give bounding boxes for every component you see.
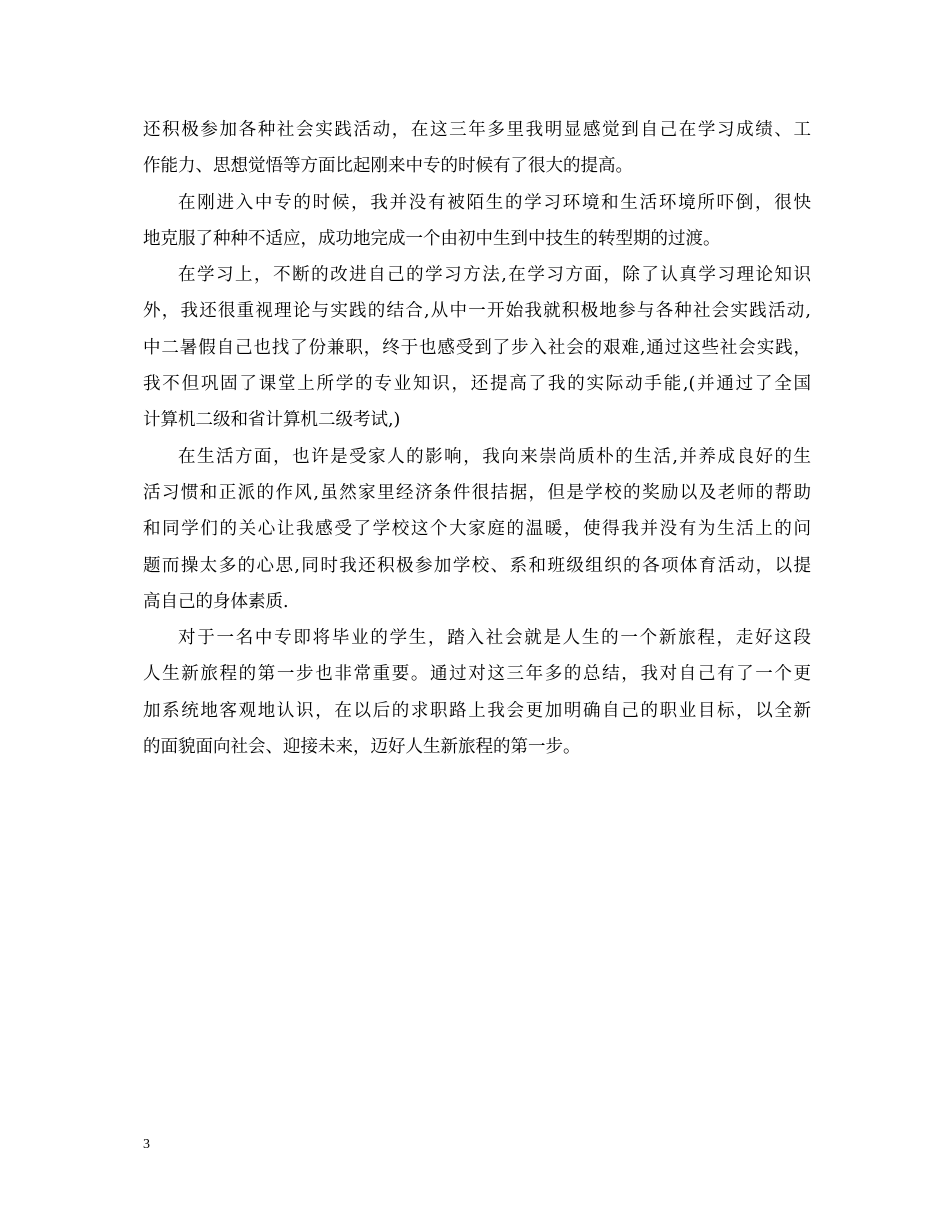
text-line: 和同学们的关心让我感受了学校这个大家庭的温暖，使得我并没有为生活上的问	[143, 519, 811, 540]
text-line: 在学习上，不断的改进自己的学习方法,在学习方面，除了认真学习理论知识	[178, 265, 811, 286]
text-line: 作能力、思想觉悟等方面比起刚来中专的时候有了很大的提高。	[143, 156, 633, 177]
text-line: 计算机二级和省计算机二级考试,)	[143, 410, 401, 431]
text-line: 活习惯和正派的作风,虽然家里经济条件很拮据，但是学校的奖励以及老师的帮助	[143, 482, 811, 503]
text-line: 在刚进入中专的时候，我并没有被陌生的学习环境和生活环境所吓倒，很快	[178, 192, 811, 213]
text-line: 外，我还很重视理论与实践的结合,从中一开始我就积极地参与各种社会实践活动,	[143, 301, 811, 322]
text-line: 中二暑假自己也找了份兼职，终于也感受到了步入社会的艰难,通过这些社会实践，	[143, 337, 811, 358]
text-line: 高自己的身体素质.	[143, 591, 289, 612]
text-line: 还积极参加各种社会实践活动，在这三年多里我明显感觉到自己在学习成绩、工	[143, 120, 811, 140]
text-line: 加系统地客观地认识，在以后的求职路上我会更加明确自己的职业目标，以全新	[143, 700, 811, 721]
paragraph-life	[143, 439, 811, 620]
text-line: 在生活方面，也许是受家人的影响，我向来崇尚质朴的生活,并养成良好的生	[178, 446, 811, 467]
text-line: 地克服了种种不适应，成功地完成一个由初中生到中技生的转型期的过渡。	[143, 228, 721, 249]
document-body	[143, 112, 811, 765]
paragraph-conclusion	[143, 620, 811, 765]
text-line: 我不但巩固了课堂上所学的专业知识，还提高了我的实际动手能,(并通过了全国	[143, 374, 811, 395]
text-line: 的面貌面向社会、迎接未来，迈好人生新旅程的第一步。	[143, 737, 581, 758]
paragraph-study	[143, 257, 811, 438]
paragraph-adaptation	[143, 185, 811, 258]
text-line: 题而操太多的心思,同时我还积极参加学校、系和班级组织的各项体育活动，以提	[143, 555, 811, 576]
page-number: 3	[143, 1137, 150, 1152]
text-line: 人生新旅程的第一步也非常重要。通过对这三年多的总结，我对自己有了一个更	[143, 664, 811, 685]
text-line: 对于一名中专即将毕业的学生，踏入社会就是人生的一个新旅程，走好这段	[178, 628, 811, 649]
paragraph-continuation	[143, 112, 811, 185]
